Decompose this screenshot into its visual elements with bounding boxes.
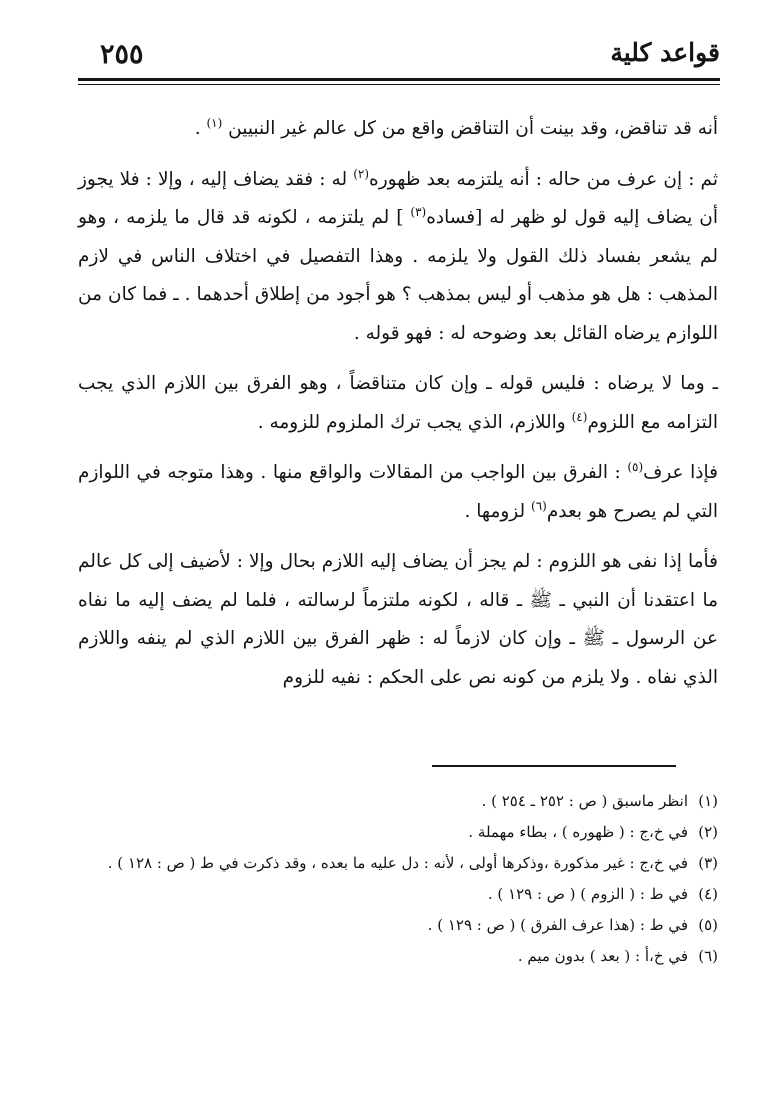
paragraph-text: له : فقد يضاف إليه ، وإلا : فلا يجوز أن يضاف إليه قول لو ظهر له [فساده — [78, 168, 719, 228]
paragraph-text: أنه قد تناقض، وقد بينت أن التناقض واقع من كل عالم غير النبيين — [222, 118, 718, 139]
footnote — [78, 786, 718, 817]
paragraph-text: فأما إذا نفى هو اللزوم : لم يجز أن يضاف إليه اللازم بحال وإلا : لأضيف إلى كل عالم ما اعتقدنا أن النبي ـ ﷺ ـ قاله ، لكونه ملتزماً لرسالته ، فلما لم يضف إليه ما نفاه عن الرسول ـ ﷺ ـ وإن كان لازماً له : ظهر الفرق بين اللازم الذي لم ينفه واللازم الذي نفاه . ولا يلزم من كونه نص على الحكم : نفيه للزوم — [78, 551, 718, 688]
paragraph-text: واللازم، الذي يجب ترك الملزوم للزومه . — [257, 411, 572, 433]
paragraph — [78, 543, 718, 697]
footnote-text: في خ،ج : غير مذكورة ،وذكرها أولى ، لأنه : دل عليه ما بعده ، وقد ذكرت في ط ( ص : ١٢٨ ) . — [107, 854, 688, 872]
footnote — [78, 817, 718, 848]
paragraph-text: ] لم يلتزمه ، لكونه قد قال ما يلزمه ، وهو لم يشعر بفساد ذلك القول ولا يلزمه . وهذا التفصيل في اختلاف الناس في لازم المذهب : هل هو مذهب أو ليس بمذهب ؟ هو أجود من إطلاق أحدهما . ـ فما كان من اللوازم يرضاه القائل بعد وضوحه له : فهو قوله . — [78, 207, 718, 344]
paragraph-text: : الفرق بين الواجب من المقالات والواقع منها . وهذا متوجه في اللوازم التي لم يصرح هو بعدم — [78, 462, 718, 522]
paragraph-text: ـ وما لا يرضاه : فليس قوله ـ وإن كان متناقضاً ، وهو الفرق بين اللازم الذي يجب التزامه مع اللزوم — [78, 373, 718, 433]
footnote-ref[interactable]: (٢) — [353, 166, 370, 181]
footnote-text: في خ،أ : ( بعد ) بدون ميم . — [517, 947, 688, 965]
footnote-text: في ط : ( الزوم ) ( ص : ١٢٩ ) . — [487, 885, 688, 903]
paragraph-text: لزومها . — [464, 500, 532, 522]
footnote-ref[interactable]: (٥) — [627, 460, 644, 474]
footnote-separator — [432, 765, 676, 767]
footnotes — [78, 786, 718, 972]
footnote — [78, 941, 718, 972]
footnote-number: (٦) — [698, 947, 718, 965]
footnote-number: (٥) — [698, 916, 718, 934]
footnote — [78, 848, 718, 879]
page-header — [78, 36, 720, 80]
footnote-ref[interactable]: (٣) — [410, 205, 427, 219]
footnote-number: (٣) — [698, 854, 718, 872]
footnote-number: (٤) — [698, 885, 718, 903]
footnote-text: في ط : (هذا عرف الفرق ) ( ص : ١٢٩ ) . — [427, 916, 688, 934]
paragraph-text: فإذا عرف — [643, 462, 718, 483]
footnote-ref[interactable]: (١) — [206, 116, 223, 130]
footnote-text: في خ،ج : ( ظهوره ) ، بطاء مهملة . — [468, 823, 688, 841]
header-rule-thin — [78, 84, 720, 85]
footnote — [78, 910, 718, 941]
footnote-ref[interactable]: (٦) — [531, 498, 547, 513]
footnote-text: انظر ماسبق ( ص : ٢٥٢ ـ ٢٥٤ ) . — [481, 792, 688, 810]
body-text — [78, 110, 718, 709]
paragraph-text: ثم : إن عرف من حاله : أنه يلتزمه بعد ظهوره — [369, 168, 718, 190]
paragraph — [78, 454, 718, 531]
paragraph-text: . — [194, 118, 207, 139]
paragraph — [78, 110, 718, 149]
paragraph — [78, 365, 718, 442]
running-title: قواعد كلية — [610, 38, 720, 67]
footnote-ref[interactable]: (٤) — [571, 409, 588, 424]
paragraph — [78, 161, 718, 354]
page-number: ٢٥٥ — [100, 39, 144, 70]
footnote-number: (٢) — [698, 823, 718, 841]
header-rule-thick — [78, 78, 720, 81]
footnote-number: (١) — [698, 792, 718, 810]
footnote — [78, 879, 718, 910]
